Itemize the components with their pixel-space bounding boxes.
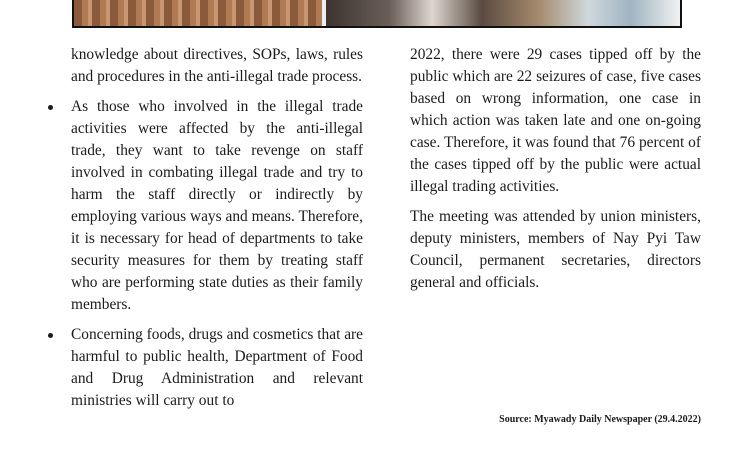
right-column xyxy=(410,44,701,294)
bullet-icon xyxy=(48,333,53,338)
closing-paragraph-text: The meeting was attended by union ministers, deputy ministers, members of Nay Pyi Taw Council, permanent secretaries, directors general and officials. xyxy=(410,208,701,291)
bullet-item xyxy=(71,96,363,316)
bullet-text: As those who involved in the illegal trade activities were affected by the anti-illegal trade, they want to take revenge on staff involved in combating illegal trade and try to harm the staff directly or indirectly by employing various ways and means. Therefore, it is necessary for head of departments to take security measures for them by treating staff who are performing state duties as their family members. xyxy=(71,98,363,313)
body-paragraph xyxy=(410,206,701,294)
photo-right-panel xyxy=(326,0,680,26)
bullet-list xyxy=(71,96,363,412)
continuation-paragraph: knowledge about directives, SOPs, laws, rules and procedures in the anti-illegal trade process. xyxy=(71,46,363,85)
left-column xyxy=(71,44,363,420)
bullet-text: Concerning foods, drugs and cosmetics that are harmful to public health, Department of Food and Drug Administration and relevant ministries will carry out to xyxy=(71,326,363,409)
source-credit: Source: Myawady Daily Newspaper (29.4.2022) xyxy=(499,414,701,425)
bullet-icon xyxy=(48,105,53,110)
bullet-item xyxy=(71,324,363,412)
body-paragraph: 2022, there were 29 cases tipped off by the public which are 22 seizures of case, five cases based on wrong information, one case in which action was taken late and one on-going case. Therefore, it was found that 76 percent of the cases tipped off by the public were actual illegal trading activities. xyxy=(410,46,701,195)
article-photo xyxy=(72,0,682,28)
photo-left-panel xyxy=(74,0,322,26)
